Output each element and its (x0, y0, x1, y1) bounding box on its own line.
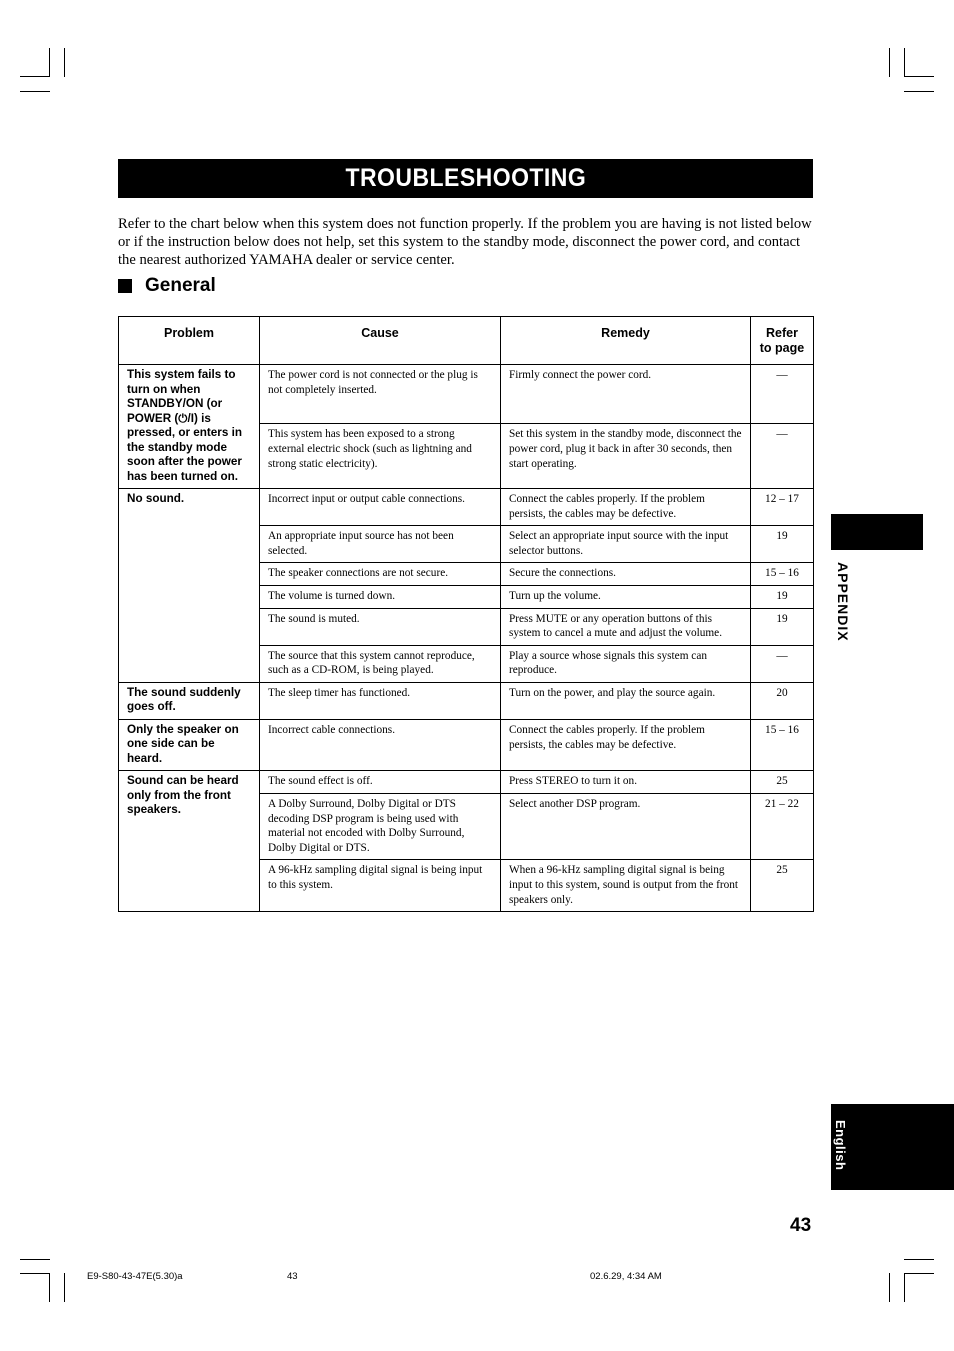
ref-cell: 15 – 16 (751, 563, 814, 586)
cause-cell: The volume is turned down. (260, 585, 501, 608)
cause-cell: The speaker connections are not secure. (260, 563, 501, 586)
remedy-cell: Firmly connect the power cord. (501, 365, 751, 424)
table-row (119, 682, 814, 719)
ref-cell: 19 (751, 526, 814, 563)
section-heading (118, 275, 216, 297)
crop-mark (904, 1273, 934, 1274)
crop-mark (904, 48, 905, 77)
remedy-cell: Connect the cables properly. If the problem persists, the cables may be defective. (501, 719, 751, 771)
section-heading-text: General (145, 275, 216, 296)
ref-cell: 25 (751, 860, 814, 912)
crop-mark (889, 1273, 890, 1302)
crop-mark (904, 1273, 905, 1302)
table-row (119, 771, 814, 794)
appendix-tab-label: APPENDIX (835, 562, 851, 642)
remedy-cell: Press MUTE or any operation buttons of this system to cancel a mute and adjust the volume. (501, 608, 751, 645)
crop-mark (20, 76, 50, 77)
table-row (119, 489, 814, 526)
crop-mark (64, 1273, 65, 1302)
remedy-cell: Select another DSP program. (501, 794, 751, 860)
header-problem: Problem (119, 317, 260, 365)
header-cause: Cause (260, 317, 501, 365)
page-number: 43 (790, 1215, 812, 1236)
ref-cell: 21 – 22 (751, 794, 814, 860)
cause-cell: A 96-kHz sampling digital signal is being input to this system. (260, 860, 501, 912)
problem-cell: Sound can be heard only from the front speakers. (119, 771, 260, 912)
ref-cell: 25 (751, 771, 814, 794)
ref-cell: 19 (751, 585, 814, 608)
footer-code: E9-S80-43-47E(5.30)a (87, 1271, 183, 1282)
table-header-row (119, 317, 814, 365)
crop-mark (20, 1259, 50, 1260)
cause-cell: The source that this system cannot reproduce, such as a CD-ROM, is being played. (260, 645, 501, 682)
cause-cell: Incorrect input or output cable connections. (260, 489, 501, 526)
cause-cell: Incorrect cable connections. (260, 719, 501, 771)
problem-cell: No sound. (119, 489, 260, 683)
remedy-cell: Turn on the power, and play the source again. (501, 682, 751, 719)
header-refer: Refer to page (751, 317, 814, 365)
remedy-cell: Secure the connections. (501, 563, 751, 586)
problem-cell: This system fails to turn on when STANDBY/ON (or POWER (⏻/I) is pressed, or enters in the standby mode soon after the power has been turned on. (119, 365, 260, 489)
problem-cell: The sound suddenly goes off. (119, 682, 260, 719)
crop-mark (20, 91, 50, 92)
ref-cell: — (751, 645, 814, 682)
crop-mark (889, 48, 890, 77)
ref-cell: 19 (751, 608, 814, 645)
crop-mark (904, 91, 934, 92)
ref-cell: 12 – 17 (751, 489, 814, 526)
table-row (119, 719, 814, 771)
ref-cell: 15 – 16 (751, 719, 814, 771)
remedy-cell: Set this system in the standby mode, disconnect the power cord, plug it back in after 30 seconds, then start operating. (501, 424, 751, 489)
crop-mark (904, 1259, 934, 1260)
language-tab-label: English (833, 1120, 848, 1171)
cause-cell: This system has been exposed to a strong external electric shock (such as lightning and strong static electricity). (260, 424, 501, 489)
ref-cell: — (751, 424, 814, 489)
ref-cell: 20 (751, 682, 814, 719)
cause-cell: The sound is muted. (260, 608, 501, 645)
cause-cell: The sleep timer has functioned. (260, 682, 501, 719)
cause-cell: An appropriate input source has not been selected. (260, 526, 501, 563)
cause-cell: The sound effect is off. (260, 771, 501, 794)
footer-page: 43 (287, 1271, 298, 1282)
square-bullet-icon (118, 279, 132, 293)
troubleshooting-table (118, 316, 814, 912)
page-title (118, 159, 813, 198)
remedy-cell: Select an appropriate input source with the input selector buttons. (501, 526, 751, 563)
remedy-cell: Play a source whose signals this system can reproduce. (501, 645, 751, 682)
remedy-cell: Connect the cables properly. If the problem persists, the cables may be defective. (501, 489, 751, 526)
section-tab-marker (831, 514, 923, 550)
problem-cell: Only the speaker on one side can be heard. (119, 719, 260, 771)
crop-mark (64, 48, 65, 77)
intro-paragraph: Refer to the chart below when this system does not function properly. If the problem you are having is not listed below or if the instruction below does not help, set this system to the standby mode, disconnect the power cord, and contact the nearest authorized YAMAHA dealer or service center. (118, 216, 812, 268)
crop-mark (49, 1273, 50, 1302)
cause-cell: A Dolby Surround, Dolby Digital or DTS decoding DSP program is being used with material not encoded with Dolby Surround, Dolby Digital or DTS. (260, 794, 501, 860)
footer-timestamp: 02.6.29, 4:34 AM (590, 1271, 662, 1282)
remedy-cell: Turn up the volume. (501, 585, 751, 608)
remedy-cell: When a 96-kHz sampling digital signal is being input to this system, sound is output from the front speakers only. (501, 860, 751, 912)
remedy-cell: Press STEREO to turn it on. (501, 771, 751, 794)
language-tab (831, 1104, 954, 1190)
crop-mark (20, 1273, 50, 1274)
cause-cell: The power cord is not connected or the plug is not completely inserted. (260, 365, 501, 424)
ref-cell: — (751, 365, 814, 424)
crop-mark (49, 48, 50, 77)
page-title-text: TROUBLESHOOTING (345, 164, 586, 192)
header-remedy: Remedy (501, 317, 751, 365)
crop-mark (904, 76, 934, 77)
table-row (119, 365, 814, 424)
